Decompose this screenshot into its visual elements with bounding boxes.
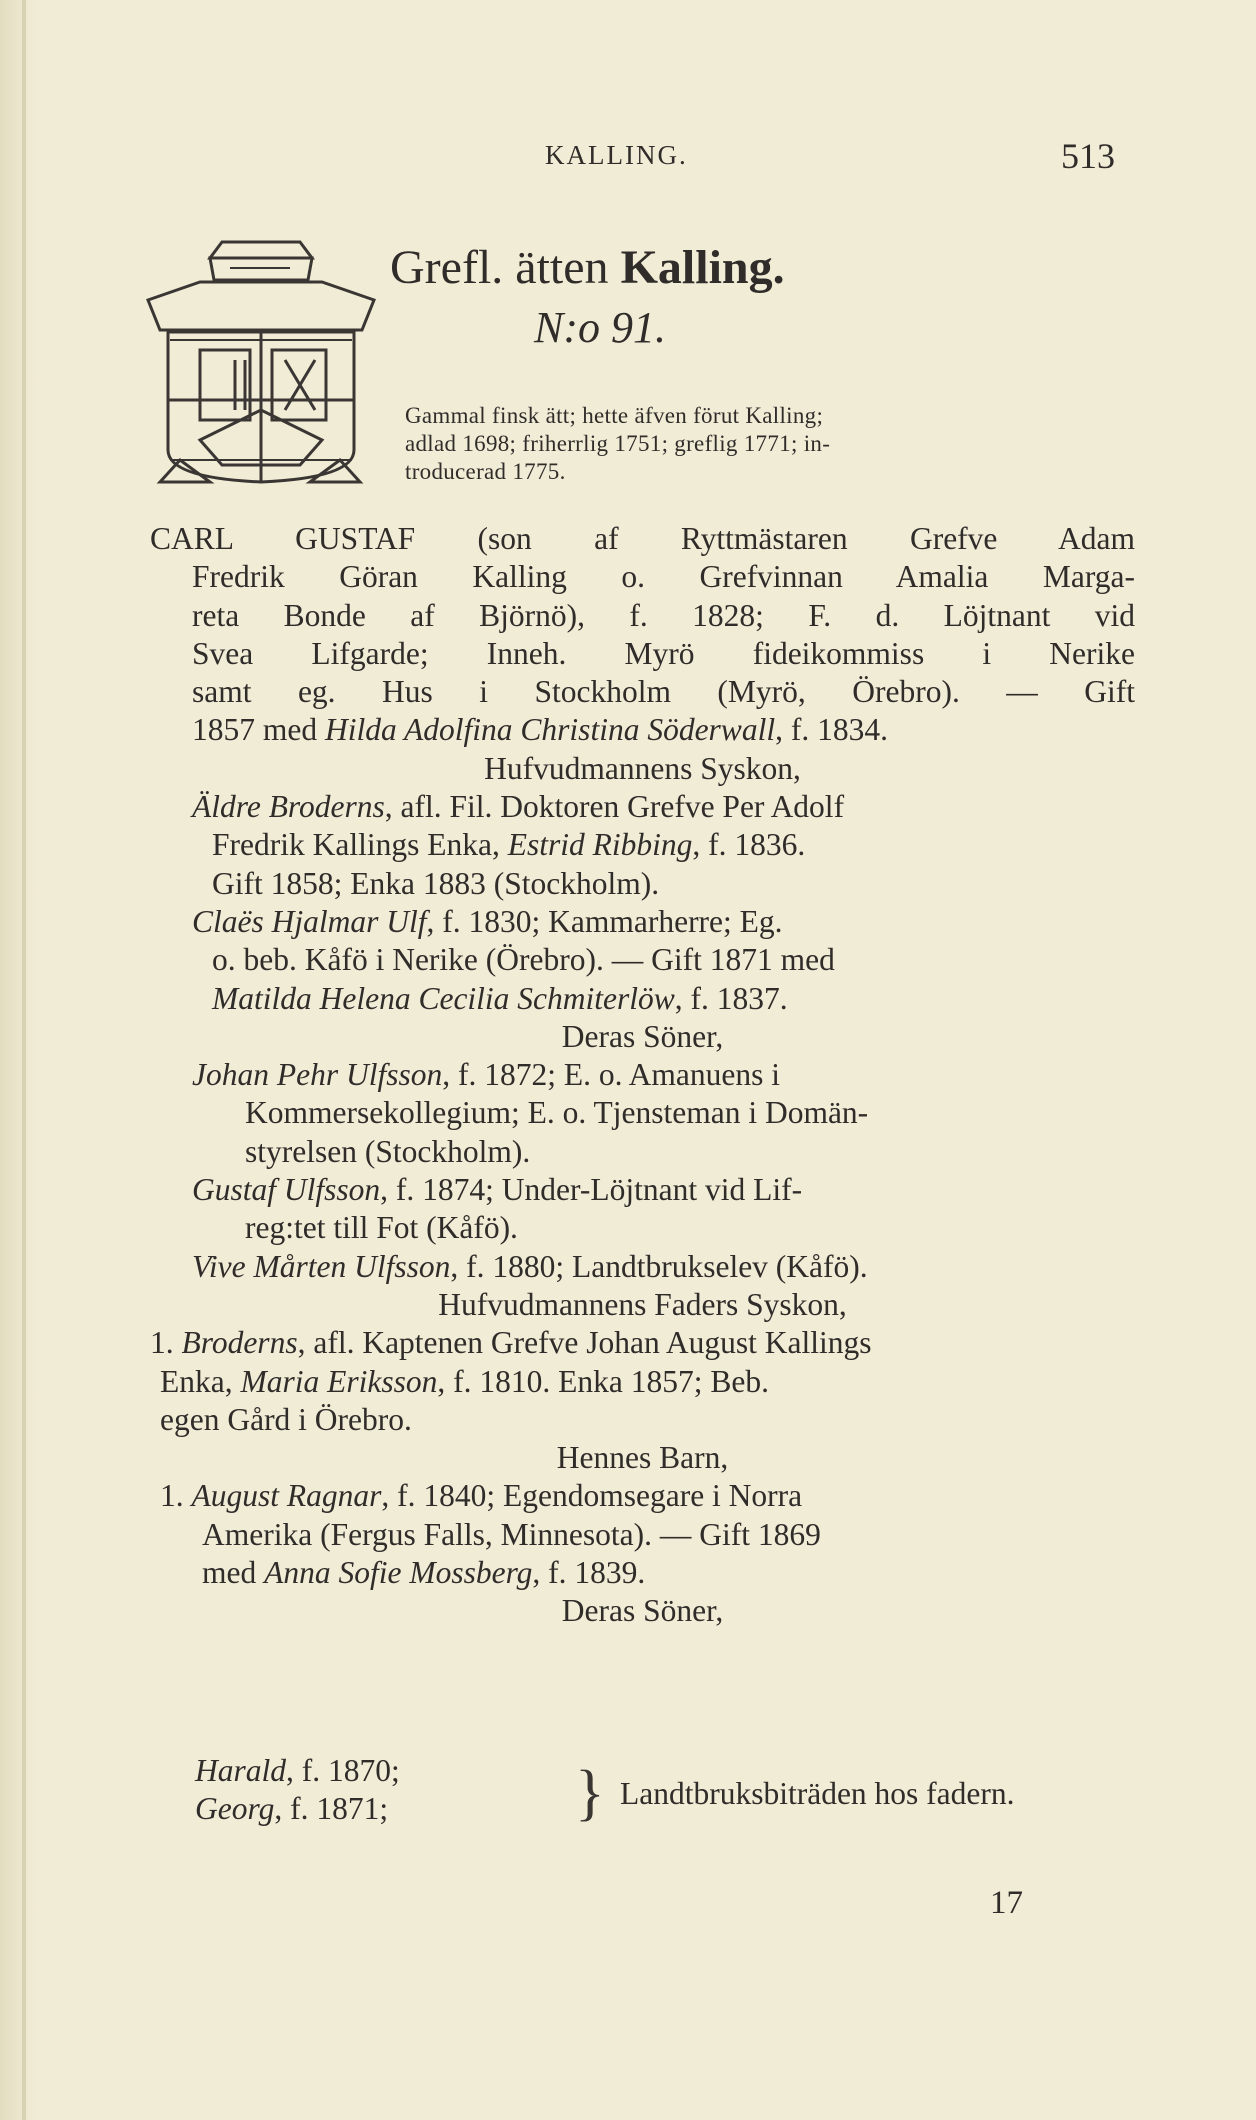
signature-mark: 17	[990, 1885, 1023, 1921]
family-number: N:o 91.	[534, 303, 666, 352]
text-line: Gustaf Ulfsson, f. 1874; Under-Löjtnant vid Lif-	[192, 1172, 803, 1208]
text-line: Äldre Broderns, afl. Fil. Doktoren Grefve Per Adolf	[192, 789, 845, 825]
text-line: Fredrik Göran Kalling o. Grefvinnan Amalia Marga-	[192, 559, 1135, 595]
brace-icon: }	[575, 1759, 605, 1827]
person-name: Johan Pehr Ulfsson	[192, 1057, 443, 1093]
text-line: o. beb. Kåfö i Nerike (Örebro). — Gift 1871 med	[212, 942, 835, 978]
intro-line: adlad 1698; friherrlig 1751; greflig 1771; in-	[405, 431, 831, 456]
running-head	[150, 135, 1135, 175]
text-line: samt eg. Hus i Stockholm (Myrö, Örebro). — Gift	[192, 674, 1135, 710]
sons-group	[195, 1753, 1135, 1843]
spouse-name: Matilda Helena Cecilia Schmiterlöw	[212, 980, 675, 1016]
intro-line: troducerad 1775.	[405, 459, 566, 484]
text-line: CARL GUSTAF (son af Ryttmästaren Grefve Adam	[150, 521, 1135, 556]
text-line: Enka, Maria Eriksson, f. 1810. Enka 1857; Beb.	[160, 1363, 769, 1399]
person-name: Georg	[195, 1791, 275, 1826]
person-name: Claës Hjalmar Ulf	[192, 903, 427, 939]
section-heading: Deras Söner,	[561, 1018, 724, 1054]
spouse-name: Hilda Adolfina Christina Söderwall	[324, 712, 776, 748]
text-line: Matilda Helena Cecilia Schmiterlöw, f. 1837.	[212, 980, 788, 1016]
text-line: Gift 1858; Enka 1883 (Stockholm).	[212, 865, 660, 901]
spouse-name: Anna Sofie Mossberg	[264, 1555, 533, 1591]
section-heading: Hufvudmannens Faders Syskon,	[438, 1286, 847, 1322]
family-intro	[405, 402, 1125, 486]
genealogy-body	[150, 520, 1135, 1631]
text-line: egen Gård i Örebro.	[160, 1401, 412, 1437]
intro-line: Gammal finsk ätt; hette äfven förut Kalling;	[405, 403, 824, 428]
binding-gutter	[22, 0, 26, 2120]
text-line: styrelsen (Stockholm).	[245, 1133, 531, 1169]
text-line: Amerika (Fergus Falls, Minnesota). — Gift 1869	[202, 1516, 821, 1552]
page-number: 513	[1061, 136, 1115, 176]
person-name: Estrid Ribbing	[507, 827, 693, 863]
family-title-prefix: Grefl. ätten	[390, 241, 609, 294]
text-line: Johan Pehr Ulfsson, f. 1872; E. o. Amanuens i	[192, 1057, 780, 1093]
text-line: Fredrik Kallings Enka, Estrid Ribbing, f. 1836.	[212, 827, 806, 863]
person-name: Vive Mårten Ulfsson	[192, 1248, 451, 1284]
running-title: KALLING.	[545, 140, 688, 170]
son-entry: Harald, f. 1870;	[195, 1753, 400, 1788]
person-name: Maria Eriksson	[240, 1363, 438, 1399]
section-heading: Deras Söner,	[561, 1593, 724, 1629]
text-line: med Anna Sofie Mossberg, f. 1839.	[202, 1555, 646, 1591]
text-line: Claës Hjalmar Ulf, f. 1830; Kammarherre; Eg.	[192, 903, 783, 939]
family-title	[390, 240, 785, 295]
person-name: Gustaf Ulfsson	[192, 1172, 381, 1208]
text-line: reta Bonde af Björnö), f. 1828; F. d. Löjtnant vid	[192, 597, 1135, 633]
section-heading: Hennes Barn,	[556, 1440, 729, 1476]
coat-of-arms-icon	[140, 220, 380, 490]
section-heading: Hufvudmannens Syskon,	[484, 750, 801, 786]
person-name: August Ragnar	[191, 1478, 382, 1514]
family-name: Kalling.	[620, 241, 785, 294]
text-line: 1857 med Hilda Adolfina Christina Söderwall, f. 1834.	[192, 712, 888, 748]
person-name: Harald	[195, 1753, 287, 1788]
text-line: Kommersekollegium; E. o. Tjensteman i Domän-	[245, 1095, 869, 1131]
page-edge	[0, 0, 38, 2120]
text-line: 1. August Ragnar, f. 1840; Egendomsegare i Norra	[160, 1478, 803, 1514]
text-line: Vive Mårten Ulfsson, f. 1880; Landtbrukselev (Kåfö).	[192, 1248, 868, 1284]
sons-occupation: Landtbruksbiträden hos fadern.	[620, 1776, 1015, 1811]
book-page	[150, 120, 1135, 2020]
son-entry: Georg, f. 1871;	[195, 1791, 389, 1826]
text-line: reg:tet till Fot (Kåfö).	[245, 1210, 518, 1246]
text-line: 1. Broderns, afl. Kaptenen Grefve Johan August Kallings	[150, 1325, 872, 1361]
text-line: Svea Lifgarde; Inneh. Myrö fideikommiss i Nerike	[192, 635, 1135, 671]
